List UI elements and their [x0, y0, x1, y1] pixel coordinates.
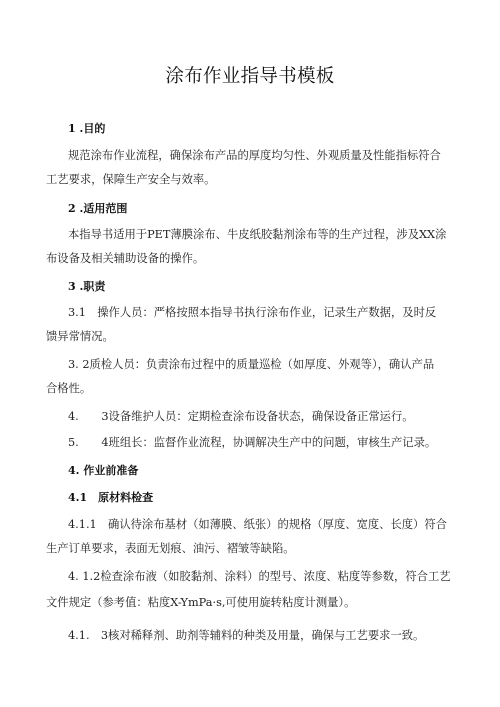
- responsibility-qc-line-1: 3. 2质检人员：负责涂布过程中的质量巡检（如厚度、外观等），确认产品: [68, 358, 435, 371]
- material-check-item-1-line-1: 4.1.1 确认待涂布基材（如薄膜、纸张）的规格（厚度、宽度、长度）符合: [68, 518, 447, 531]
- section-heading-scope: 2 .适用范围: [68, 202, 128, 215]
- responsibility-team-leader: 5. 4班组长：监督作业流程，协调解决生产中的问题，审核生产记录。: [68, 436, 437, 449]
- section-heading-purpose: 1 .目的: [68, 122, 106, 135]
- responsibility-operator-line-1: 3.1 操作人员：严格按照本指导书执行涂布作业，记录生产数据，及时反: [68, 306, 437, 319]
- purpose-text-line-2: 工艺要求，保障生产安全与效率。: [46, 173, 216, 186]
- scope-text-line-1: 本指导书适用于PET薄膜涂布、牛皮纸胶黏剂涂布等的生产过程，涉及XX涂: [68, 228, 447, 241]
- purpose-text-line-1: 规范涂布作业流程，确保涂布产品的厚度均匀性、外观质量及性能指标符合: [68, 149, 441, 162]
- responsibility-operator-line-2: 馈异常情况。: [46, 330, 114, 343]
- document-title: 涂布作业指导书模板: [165, 66, 335, 87]
- material-check-item-2-line-1: 4. 1.2检查涂布液（如胶黏剂、涂料）的型号、浓度、粘度等参数，符合工艺: [68, 570, 451, 583]
- scope-text-line-2: 布设备及相关辅助设备的操作。: [46, 252, 205, 265]
- material-check-item-1-line-2: 生产订单要求，表面无划痕、油污、褶皱等缺陷。: [46, 542, 295, 555]
- section-heading-responsibilities: 3 .职责: [68, 280, 106, 293]
- material-check-item-2-line-2: 文件规定（参考值：粘度X-YmPa·s,可使用旋转粘度计测量）。: [46, 596, 356, 609]
- responsibility-qc-line-2: 合格性。: [46, 382, 92, 395]
- responsibility-maintenance: 4. 3设备维护人员：定期检查涂布设备状态，确保设备正常运行。: [68, 410, 414, 423]
- section-heading-preparation: 4. 作业前准备: [68, 464, 139, 477]
- subsection-heading-material-check: 4.1 原材料检查: [68, 491, 154, 504]
- material-check-item-3: 4.1. 3核对稀释剂、助剂等辅料的种类及用量，确保与工艺要求一致。: [68, 629, 425, 642]
